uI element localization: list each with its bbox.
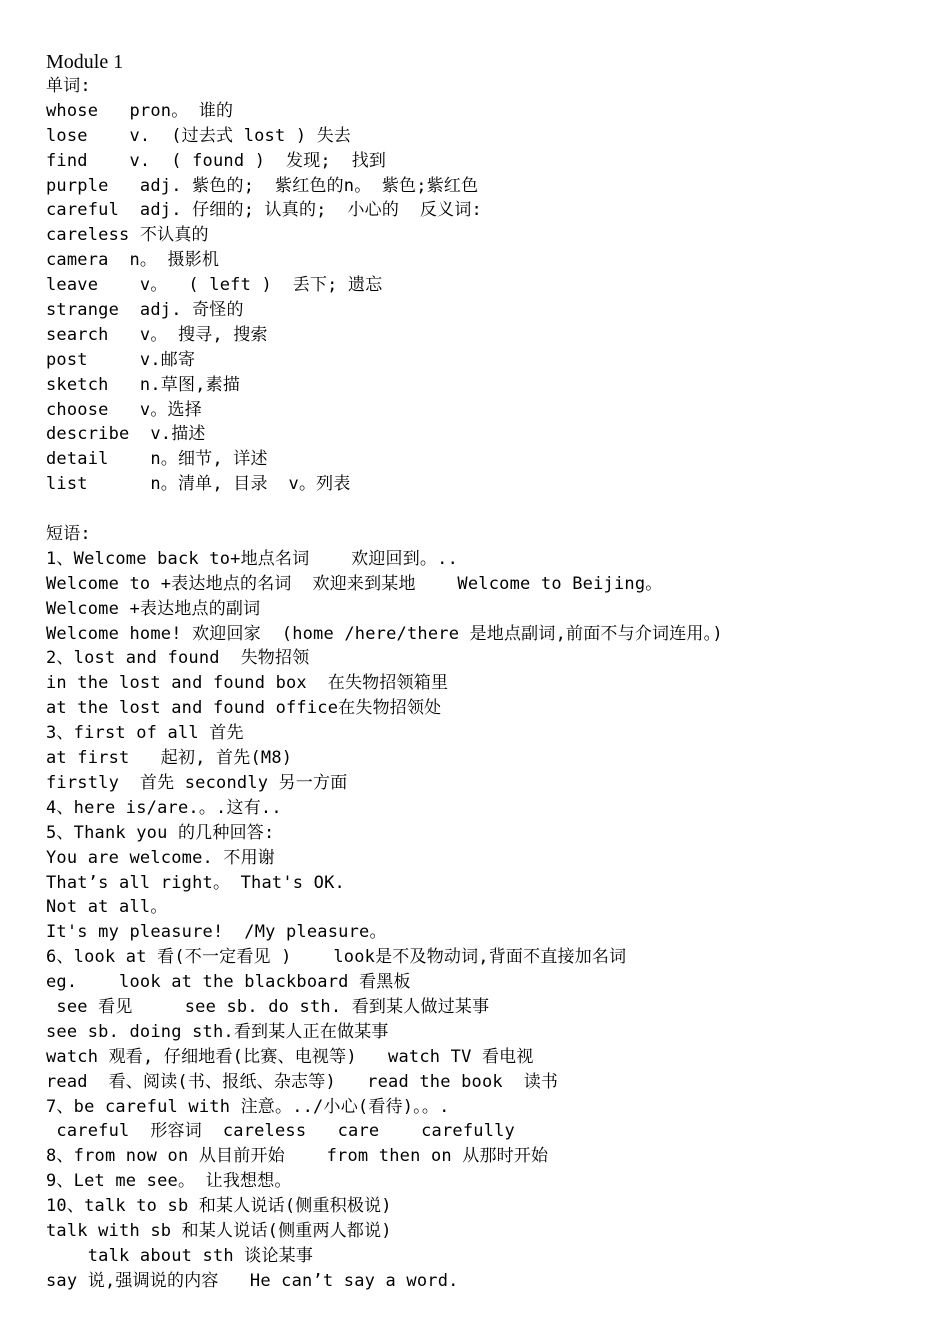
phrase-entry: 6、look at 看(不一定看见 ) look是不及物动词,背面不直接加名词: [46, 947, 627, 968]
phrase-entry: 9、Let me see。 让我想想。: [46, 1171, 292, 1192]
word-entry: search v。 搜寻, 搜索: [46, 324, 268, 345]
phrase-entry: see sb. doing sth.看到某人正在做某事: [46, 1021, 389, 1042]
phrase-entry: at first 起初, 首先(M8): [46, 748, 293, 769]
word-entry: sketch n.草图,素描: [46, 374, 241, 395]
phrase-list: [46, 547, 926, 1294]
word-entry: camera n。 摄影机: [46, 250, 220, 271]
phrase-entry: talk with sb 和某人说话(侧重两人都说): [46, 1220, 392, 1241]
word-entry: list n。清单, 目录 v。列表: [46, 474, 351, 495]
phrase-entry: 8、from now on 从目前开始 from then on 从那时开始: [46, 1146, 549, 1167]
phrase-entry: careful 形容词 careless care carefully: [46, 1121, 515, 1142]
phrase-entry: Welcome home! 欢迎回家 (home /here/there 是地点副词,前面不与介词连用。): [46, 623, 723, 644]
phrase-entry: read 看、阅读(书、报纸、杂志等) read the book 读书: [46, 1071, 559, 1092]
phrase-entry: see 看见 see sb. do sth. 看到某人做过某事: [46, 996, 490, 1017]
phrase-entry: Welcome to +表达地点的名词 欢迎来到某地 Welcome to Beijing。: [46, 573, 663, 594]
blank-line: [46, 497, 926, 522]
phrase-entry: eg. look at the blackboard 看黑板: [46, 972, 411, 993]
phrase-entry: 1、Welcome back to+地点名词 欢迎回到。..: [46, 548, 459, 569]
phrase-entry: say 说,强调说的内容 He can’t say a word.: [46, 1270, 459, 1291]
phrase-entry: 3、first of all 首先: [46, 723, 244, 744]
word-entry: find v. ( found ) 发现; 找到: [46, 150, 387, 171]
word-list: [46, 99, 926, 497]
document-page: [46, 50, 926, 1294]
word-entry: strange adj. 奇怪的: [46, 300, 244, 321]
word-entry: choose v。选择: [46, 399, 202, 420]
phrases-heading: 短语:: [46, 524, 91, 545]
phrase-entry: That’s all right。 That's OK.: [46, 872, 345, 893]
word-entry: careful adj. 仔细的; 认真的; 小心的 反义词:: [46, 200, 482, 221]
word-entry: whose pron。 谁的: [46, 100, 234, 121]
phrase-entry: talk about sth 谈论某事: [46, 1245, 314, 1266]
phrase-entry: 5、Thank you 的几种回答:: [46, 822, 275, 843]
phrase-entry: Not at all。: [46, 897, 168, 918]
phrase-entry: at the lost and found office在失物招领处: [46, 698, 442, 719]
phrase-entry: 10、talk to sb 和某人说话(侧重积极说): [46, 1196, 392, 1217]
phrase-entry: Welcome +表达地点的副词: [46, 598, 261, 619]
word-entry: lose v. (过去式 lost ) 失去: [46, 125, 352, 146]
word-entry: purple adj. 紫色的; 紫红色的n。 紫色;紫红色: [46, 175, 479, 196]
word-entry: post v.邮寄: [46, 349, 196, 370]
phrase-entry: 7、be careful with 注意。../小心(看待)。。.: [46, 1096, 450, 1117]
word-entry: describe v.描述: [46, 424, 206, 445]
phrase-entry: 4、here is/are.。.这有..: [46, 797, 282, 818]
module-title: Module 1: [46, 51, 124, 73]
phrase-entry: You are welcome. 不用谢: [46, 847, 275, 868]
word-entry: careless 不认真的: [46, 225, 209, 246]
word-entry: leave v。 ( left ) 丢下; 遗忘: [46, 275, 383, 296]
word-entry: detail n。细节, 详述: [46, 449, 268, 470]
phrase-entry: watch 观看, 仔细地看(比赛、电视等) watch TV 看电视: [46, 1046, 534, 1067]
phrase-entry: 2、lost and found 失物招领: [46, 648, 310, 669]
phrase-entry: It's my pleasure! /My pleasure。: [46, 922, 387, 943]
phrase-entry: in the lost and found box 在失物招领箱里: [46, 673, 449, 694]
words-heading: 单词:: [46, 76, 91, 96]
phrase-entry: firstly 首先 secondly 另一方面: [46, 772, 348, 793]
